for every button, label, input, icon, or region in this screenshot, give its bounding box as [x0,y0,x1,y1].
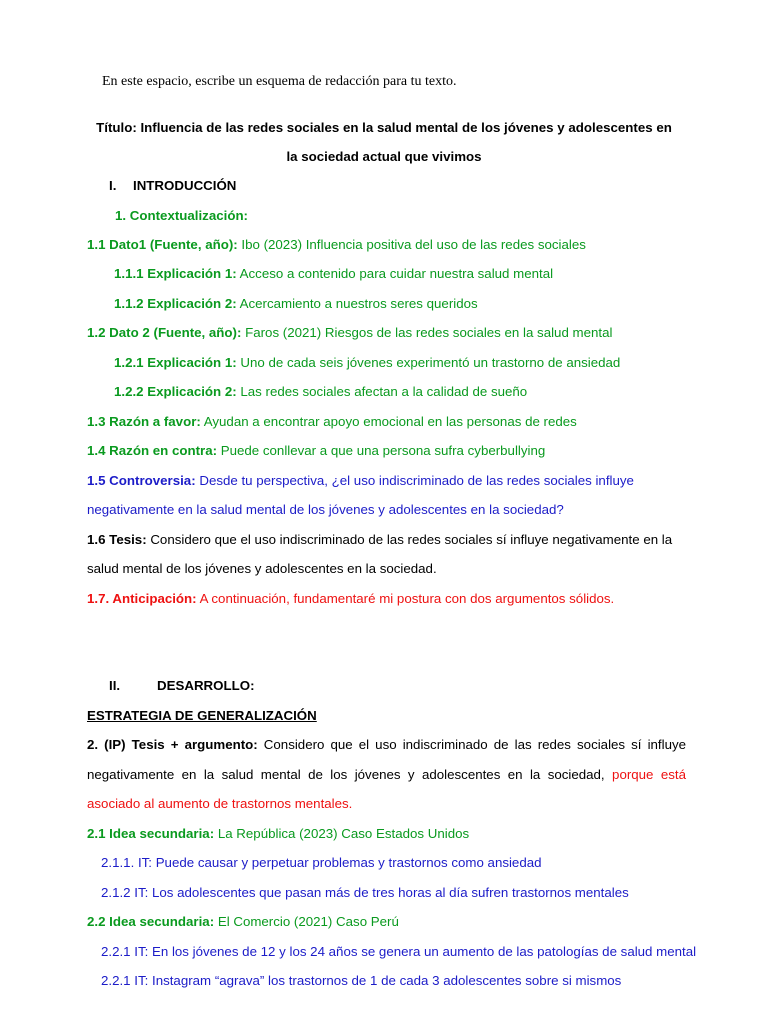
title-line-2: la sociedad actual que vivimos [286,149,482,164]
dato-1-explicacion-2 [114,296,478,312]
explicacion-label: 1.1.1 Explicación 1: [114,266,237,281]
anticipacion-label: 1.7. Anticipación: [87,591,197,606]
explicacion-label: 1.2.2 Explicación 2: [114,384,237,399]
dato-2 [87,325,612,341]
dato-2-text: Faros (2021) Riesgos de las redes sociales en la salud mental [241,325,613,340]
argumento-text-2b: porque está [604,767,686,782]
section-i-numeral: I. [109,178,117,193]
argumento-text-3: asociado al aumento de trastornos mentales. [87,796,353,811]
dato-2-explicacion-2 [114,384,527,400]
controversia-text-2: negativamente en la salud mental de los jóvenes y adolescentes en la sociedad? [87,502,564,517]
document-title [0,120,768,136]
controversia [87,473,634,489]
section-i-heading: INTRODUCCIÓN [133,178,237,193]
idea-secundaria-label: 2.1 Idea secundaria: [87,826,215,841]
explicacion-text: Las redes sociales afectan a la calidad de sueño [236,384,528,399]
idea-secundaria-text: La República (2023) Caso Estados Unidos [214,826,470,841]
dato-1 [87,237,586,253]
dato-1-label: 1.1 Dato1 (Fuente, año): [87,237,238,252]
contextualization-heading: 1. Contextualización: [115,208,248,223]
controversia-text-1: Desde tu perspectiva, ¿el uso indiscriminado de las redes sociales influye [195,473,634,488]
section-ii-numeral: II. [109,678,121,693]
razon-en-contra [87,443,545,459]
anticipacion-text: A continuación, fundamentaré mi postura con dos argumentos sólidos. [196,591,615,606]
explicacion-text: Acceso a contenido para cuidar nuestra salud mental [236,266,554,281]
tesis [87,532,672,548]
razon-text: Puede conllevar a que una persona sufra cyberbullying [217,443,546,458]
idea-terciaria-2-1-1: 2.1.1. IT: Puede causar y perpetuar problemas y trastornos como ansiedad [101,855,542,870]
controversia-label: 1.5 Controversia: [87,473,196,488]
dato-1-explicacion-1 [114,266,553,282]
title-label: Título: [96,120,137,135]
razon-label: 1.3 Razón a favor: [87,414,201,429]
tesis-label: 1.6 Tesis: [87,532,147,547]
argumento-label: 2. (IP) Tesis + argumento: [87,737,258,752]
idea-secundaria-text: El Comercio (2021) Caso Perú [214,914,399,929]
dato-2-explicacion-1 [114,355,620,371]
argumento-line-2 [87,767,686,783]
anticipacion [87,591,614,607]
section-ii-heading: DESARROLLO: [157,678,255,693]
explicacion-text: Acercamiento a nuestros seres queridos [236,296,478,311]
explicacion-label: 1.2.1 Explicación 1: [114,355,237,370]
explicacion-label: 1.1.2 Explicación 2: [114,296,237,311]
tesis-text-1: Considero que el uso indiscriminado de las redes sociales sí influye negativamente en la [146,532,673,547]
razon-a-favor [87,414,577,430]
idea-terciaria-2-2-1-b: 2.2.1 IT: Instagram “agrava” los trastornos de 1 de cada 3 adolescentes sobre si mismos [101,973,622,988]
title-line-1: Influencia de las redes sociales en la salud mental de los jóvenes y adolescentes en [140,120,672,135]
strategy-heading: ESTRATEGIA DE GENERALIZACIÓN [87,708,317,723]
tesis-text-2: salud mental de los jóvenes y adolescentes en la sociedad. [87,561,437,576]
dato-1-text: Ibo (2023) Influencia positiva del uso de las redes sociales [237,237,586,252]
idea-secundaria-2 [87,914,399,930]
idea-terciaria-2-2-1: 2.2.1 IT: En los jóvenes de 12 y los 24 años se genera un aumento de las patologías de salud mental [101,944,697,959]
argumento-text-2a: negativamente en la salud mental de los jóvenes y adolescentes en la sociedad, [87,767,605,782]
argumento-line-1 [87,737,686,753]
explicacion-text: Uno de cada seis jóvenes experimentó un trastorno de ansiedad [236,355,621,370]
idea-secundaria-label: 2.2 Idea secundaria: [87,914,215,929]
razon-label: 1.4 Razón en contra: [87,443,218,458]
razon-text: Ayudan a encontrar apoyo emocional en las personas de redes [200,414,577,429]
idea-secundaria-1 [87,826,469,842]
instruction-text: En este espacio, escribe un esquema de redacción para tu texto. [102,74,457,89]
argumento-text-1: Considero que el uso indiscriminado de las redes sociales sí influye [257,737,687,752]
dato-2-label: 1.2 Dato 2 (Fuente, año): [87,325,242,340]
idea-terciaria-2-1-2: 2.1.2 IT: Los adolescentes que pasan más de tres horas al día sufren trastornos mentales [101,885,629,900]
